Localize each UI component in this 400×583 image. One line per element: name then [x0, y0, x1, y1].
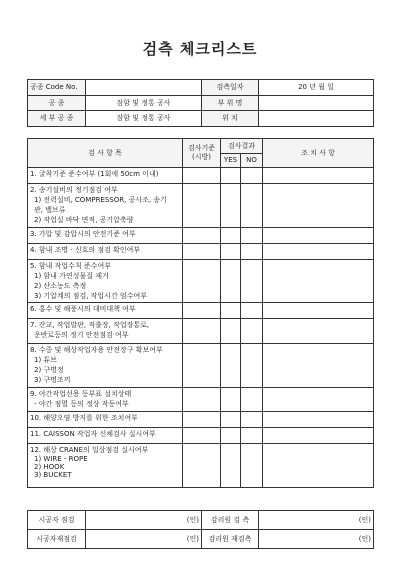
header-standard: 검사기준 (시방) — [183, 139, 221, 168]
checklist-item-title: 11. CAISSON 작업자 신체검사 실시여부 — [30, 430, 156, 439]
checklist-item-title: 8. 수중 및 해상작업자용 안전장구 확보여부 — [30, 345, 163, 354]
checklist-row — [28, 303, 374, 319]
checklist-item — [28, 259, 183, 303]
checklist-item-title: 3. 가압 및 감압시의 안전기준 여부 — [30, 229, 136, 238]
standard-cell[interactable] — [183, 319, 221, 344]
standard-cell[interactable] — [183, 387, 221, 412]
standard-cell[interactable] — [183, 168, 221, 184]
yes-cell[interactable] — [221, 303, 241, 319]
no-cell[interactable] — [241, 168, 263, 184]
no-cell[interactable] — [241, 343, 263, 387]
header-action: 조 치 사 항 — [263, 139, 374, 168]
checklist-row — [28, 243, 374, 259]
checklist-subitem: 1) 튜브 — [34, 355, 57, 364]
checklist-item — [28, 168, 183, 184]
checklist-row — [28, 444, 374, 488]
yes-cell[interactable] — [221, 444, 241, 488]
checklist-item — [28, 428, 183, 444]
standard-cell[interactable] — [183, 227, 221, 243]
action-cell[interactable] — [263, 387, 374, 412]
action-cell[interactable] — [263, 343, 374, 387]
checklist-row — [28, 227, 374, 243]
checklist-row — [28, 259, 374, 303]
header-no: NO — [241, 153, 263, 168]
checklist-item-title: 7. 잔교, 작업발판, 적출장, 작업장통로, — [30, 321, 150, 330]
checklist-subitem: 2) 작업실 바닥 면적, 공기압축량 — [34, 216, 134, 224]
checklist-row — [28, 428, 374, 444]
checklist-item — [28, 343, 183, 387]
checklist-subitem: 1) WIRE - ROPE — [34, 455, 88, 464]
header-item: 검 사 항 목 — [28, 139, 183, 168]
checklist-row — [28, 343, 374, 387]
supervisor-check-label: 감리원 검 측 — [202, 511, 259, 530]
yes-cell[interactable] — [221, 184, 241, 228]
part-field[interactable] — [259, 95, 374, 111]
checklist-item — [28, 319, 183, 344]
action-cell[interactable] — [263, 168, 374, 184]
yes-cell[interactable] — [221, 168, 241, 184]
action-cell[interactable] — [263, 319, 374, 344]
yes-cell[interactable] — [221, 387, 241, 412]
checklist-item — [28, 243, 183, 259]
header-result: 검사결과 — [221, 139, 263, 154]
checklist-subitem: 관, 밸브류 — [34, 206, 66, 214]
constructor-recheck-seal[interactable]: (인) — [86, 530, 202, 549]
yes-cell[interactable] — [221, 243, 241, 259]
action-cell[interactable] — [263, 428, 374, 444]
standard-cell[interactable] — [183, 184, 221, 228]
checklist-row — [28, 168, 374, 184]
checklist-subitem: 3) 구명조끼 — [34, 375, 71, 384]
checklist-item-title: 6. 홍수 및 해풍시의 대비대책 여부 — [30, 305, 136, 314]
checklist-row — [28, 319, 374, 344]
constructor-check-label: 시공자 점검 — [28, 511, 86, 530]
no-cell[interactable] — [241, 243, 263, 259]
standard-cell[interactable] — [183, 343, 221, 387]
no-cell[interactable] — [241, 428, 263, 444]
date-field[interactable]: 20 년 월 일 — [259, 80, 374, 96]
sign-table — [27, 510, 374, 549]
no-cell[interactable] — [241, 227, 263, 243]
checklist-item-title: 4. 함내 조명 · 신호의 점검 확인여부 — [30, 245, 141, 254]
no-cell[interactable] — [241, 184, 263, 228]
checklist-subitem: 1) 함내 가연성물질 제거 — [34, 271, 109, 280]
yes-cell[interactable] — [221, 412, 241, 428]
checklist-item-title: 10. 해양오염 방지를 위한 조치여부 — [30, 414, 138, 423]
checklist-subitem: 3) BUCKET — [34, 471, 72, 480]
no-cell[interactable] — [241, 387, 263, 412]
subwork-field[interactable]: 잠함 및 정통 공사 — [86, 111, 202, 127]
checklist-item-title: 2. 송기설비의 정기점검 여부 — [30, 186, 118, 194]
checklist-item-title: 5. 함내 작업수칙 준수여부 — [30, 261, 111, 270]
header-yes: YES — [221, 153, 241, 168]
action-cell[interactable] — [263, 303, 374, 319]
action-cell[interactable] — [263, 227, 374, 243]
supervisor-recheck-seal[interactable]: (인) — [259, 530, 374, 549]
yes-cell[interactable] — [221, 428, 241, 444]
location-field[interactable] — [259, 111, 374, 127]
standard-cell[interactable] — [183, 412, 221, 428]
checklist-subitem: 2) 산소농도 측정 — [34, 281, 87, 290]
work-field[interactable]: 잠함 및 정통 공사 — [86, 95, 202, 111]
yes-cell[interactable] — [221, 227, 241, 243]
action-cell[interactable] — [263, 243, 374, 259]
checklist-item-title: 12. 해상 CRANE의 일상점검 실시여부 — [30, 446, 149, 455]
no-cell[interactable] — [241, 444, 263, 488]
checklist-item — [28, 184, 183, 228]
checklist-item — [28, 303, 183, 319]
standard-cell[interactable] — [183, 428, 221, 444]
checklist-subitem: 2) HOOK — [34, 463, 65, 472]
no-cell[interactable] — [241, 412, 263, 428]
standard-cell[interactable] — [183, 444, 221, 488]
checklist-item — [28, 387, 183, 412]
checklist-row — [28, 184, 374, 228]
standard-cell[interactable] — [183, 259, 221, 303]
checklist-item — [28, 412, 183, 428]
yes-cell[interactable] — [221, 319, 241, 344]
action-cell[interactable] — [263, 412, 374, 428]
action-cell[interactable] — [263, 259, 374, 303]
checklist-row — [28, 387, 374, 412]
checklist-item — [28, 227, 183, 243]
action-cell[interactable] — [263, 444, 374, 488]
standard-cell[interactable] — [183, 303, 221, 319]
checklist-subitem: 2) 구명정 — [34, 365, 64, 374]
checklist-item-title: 9. 야간작업선용 등부표 설치상태 — [30, 389, 132, 398]
constructor-check-seal[interactable]: (인) — [86, 511, 202, 530]
page-title: 검측 체크리스트 — [142, 40, 258, 58]
yes-cell[interactable] — [221, 259, 241, 303]
checklist-subitem: 3) 기압계의 점검, 작업시간 엄수여부 — [34, 291, 147, 300]
checklist-row — [28, 412, 374, 428]
action-cell[interactable] — [263, 184, 374, 228]
standard-cell[interactable] — [183, 243, 221, 259]
code-label: 공종 Code No. — [28, 80, 86, 96]
location-label: 위 치 — [202, 111, 259, 127]
checklist-subitem: - 야간 점멸 등의 정상 작동여부 — [34, 399, 129, 408]
no-cell[interactable] — [241, 319, 263, 344]
checklist-table — [27, 138, 374, 488]
yes-cell[interactable] — [221, 343, 241, 387]
code-field[interactable] — [86, 80, 202, 96]
checklist-item-title: 1. 굴착기준 준수여부 (1회에 50cm 이내) — [30, 170, 159, 178]
no-cell[interactable] — [241, 303, 263, 319]
constructor-recheck-label: 시공자재점검 — [28, 530, 86, 549]
no-cell[interactable] — [241, 259, 263, 303]
work-label: 공 종 — [28, 95, 86, 111]
checklist-subitem: 운반로등의 정기 안전점검 여부 — [34, 331, 129, 340]
supervisor-check-seal[interactable]: (인) — [259, 511, 374, 530]
date-label: 검측일자 — [202, 80, 259, 96]
part-label: 부 위 명 — [202, 95, 259, 111]
subwork-label: 세 부 공 종 — [28, 111, 86, 127]
supervisor-recheck-label: 감리원 재검측 — [202, 530, 259, 549]
checklist-subitem: 1) 전력설비, COMPRESSOR, 공사조, 송기 — [34, 196, 167, 204]
checklist-item — [28, 444, 183, 488]
info-table — [27, 79, 374, 127]
